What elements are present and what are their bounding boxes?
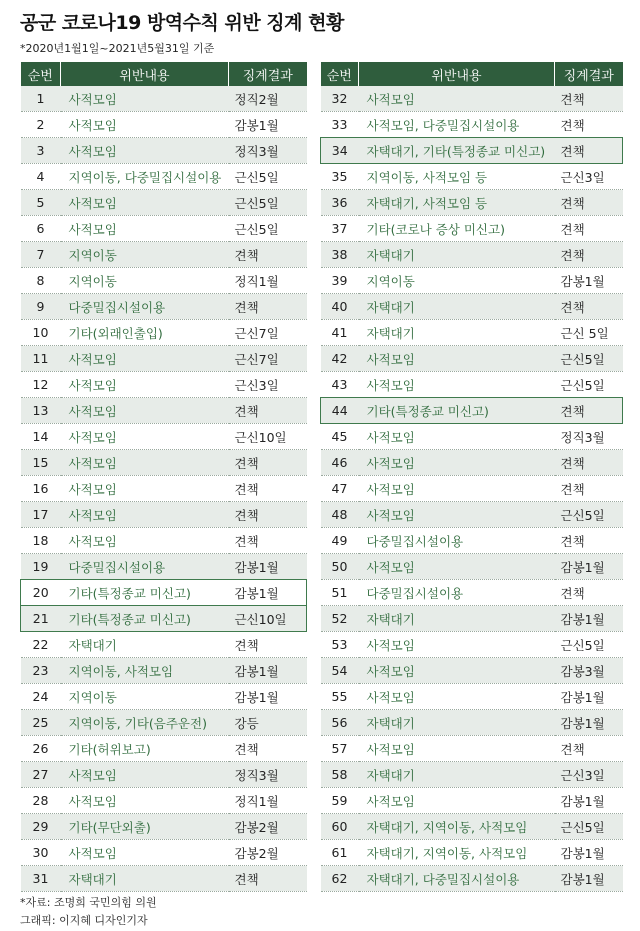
violation-cell: 사적모임 [61,450,229,476]
discipline-table-left [20,62,307,892]
table-row [321,762,623,788]
result-cell: 감봉1월 [555,788,623,814]
violation-cell: 기타(특정종교 미신고) [61,580,229,606]
violation-cell: 지역이동, 사적모임 등 [359,164,555,190]
violation-cell: 다중밀집시설이용 [359,528,555,554]
result-cell: 정직1월 [229,268,307,294]
table-row [21,424,307,450]
violation-cell: 자택대기, 다중밀집시설이용 [359,866,555,892]
result-cell: 근신10일 [229,424,307,450]
rank-cell: 39 [321,268,359,294]
result-cell: 견책 [555,528,623,554]
violation-cell: 다중밀집시설이용 [61,294,229,320]
violation-cell: 사적모임 [61,86,229,112]
table-row [321,554,623,580]
rank-cell: 1 [21,86,61,112]
table-row [21,346,307,372]
table-row [21,190,307,216]
violation-cell: 사적모임 [359,502,555,528]
table-row [21,736,307,762]
table-row [21,710,307,736]
header-result: 징계결과 [555,62,623,86]
table-row [21,606,307,632]
rank-cell: 3 [21,138,61,164]
rank-cell: 31 [21,866,61,892]
table-row [321,580,623,606]
discipline-table-right [320,62,623,892]
table-row [21,554,307,580]
result-cell: 견책 [555,398,623,424]
rank-cell: 22 [21,632,61,658]
rank-cell: 40 [321,294,359,320]
result-cell: 감봉1월 [555,606,623,632]
violation-cell: 사적모임 [61,346,229,372]
table-row [321,320,623,346]
rank-cell: 56 [321,710,359,736]
result-cell: 감봉1월 [555,840,623,866]
rank-cell: 21 [21,606,61,632]
rank-cell: 20 [21,580,61,606]
table-row [21,658,307,684]
rank-cell: 48 [321,502,359,528]
violation-cell: 지역이동 [61,684,229,710]
rank-cell: 4 [21,164,61,190]
result-cell: 정직3월 [555,424,623,450]
result-cell: 감봉1월 [229,112,307,138]
header-rank: 순번 [321,62,359,86]
table-row [21,788,307,814]
rank-cell: 54 [321,658,359,684]
result-cell: 감봉1월 [555,866,623,892]
table-row [21,502,307,528]
result-cell: 견책 [229,398,307,424]
rank-cell: 10 [21,320,61,346]
table-row [21,762,307,788]
table-row [21,294,307,320]
rank-cell: 62 [321,866,359,892]
violation-cell: 사적모임 [61,502,229,528]
rank-cell: 55 [321,684,359,710]
violation-cell: 사적모임 [61,528,229,554]
violation-cell: 지역이동, 다중밀집시설이용 [61,164,229,190]
violation-cell: 사적모임 [61,112,229,138]
result-cell: 견책 [229,866,307,892]
table-row [21,138,307,164]
result-cell: 견책 [229,528,307,554]
result-cell: 견책 [555,112,623,138]
page-title: 공군 코로나19 방역수칙 위반 징계 현황 [20,12,344,34]
rank-cell: 17 [21,502,61,528]
table-row [21,86,307,112]
violation-cell: 사적모임 [61,762,229,788]
violation-cell: 사적모임 [61,190,229,216]
rank-cell: 38 [321,242,359,268]
rank-cell: 6 [21,216,61,242]
result-cell: 근신 5일 [555,320,623,346]
result-cell: 감봉2월 [229,814,307,840]
rank-cell: 33 [321,112,359,138]
result-cell: 감봉1월 [229,554,307,580]
table-row [321,840,623,866]
table-row [321,814,623,840]
violation-cell: 지역이동 [359,268,555,294]
violation-cell: 사적모임 [359,450,555,476]
table-row [21,242,307,268]
rank-cell: 51 [321,580,359,606]
result-cell: 견책 [555,294,623,320]
violation-cell: 자택대기, 지역이동, 사적모임 [359,814,555,840]
table-row [21,450,307,476]
violation-cell: 자택대기 [61,866,229,892]
violation-cell: 다중밀집시설이용 [61,554,229,580]
result-cell: 근신5일 [555,372,623,398]
rank-cell: 35 [321,164,359,190]
result-cell: 견책 [229,502,307,528]
violation-cell: 사적모임 [359,424,555,450]
result-cell: 견책 [229,294,307,320]
result-cell: 근신7일 [229,320,307,346]
table-row [321,710,623,736]
table-row [321,346,623,372]
result-cell: 견책 [555,450,623,476]
violation-cell: 사적모임 [359,736,555,762]
rank-cell: 50 [321,554,359,580]
result-cell: 감봉1월 [555,710,623,736]
table-row [321,788,623,814]
table-row [21,476,307,502]
rank-cell: 47 [321,476,359,502]
rank-cell: 59 [321,788,359,814]
rank-cell: 49 [321,528,359,554]
rank-cell: 60 [321,814,359,840]
rank-cell: 42 [321,346,359,372]
result-cell: 근신10일 [229,606,307,632]
graphic-credit: 그래픽: 이지혜 디자인기자 [20,914,148,927]
table-row [21,684,307,710]
table-row [21,632,307,658]
table-row [321,502,623,528]
table-row [21,814,307,840]
table-row [321,424,623,450]
table-row [21,320,307,346]
violation-cell: 사적모임 [61,476,229,502]
rank-cell: 32 [321,86,359,112]
result-cell: 견책 [555,86,623,112]
table-row [321,190,623,216]
result-cell: 감봉1월 [229,684,307,710]
violation-cell: 사적모임 [359,658,555,684]
rank-cell: 28 [21,788,61,814]
table-row [321,398,623,424]
table-row [21,164,307,190]
header-rank: 순번 [21,62,61,86]
rank-cell: 15 [21,450,61,476]
table-row [321,242,623,268]
table-row [321,294,623,320]
rank-cell: 61 [321,840,359,866]
table-row [321,216,623,242]
result-cell: 견책 [555,190,623,216]
header-content: 위반내용 [61,62,229,86]
result-cell: 감봉1월 [555,684,623,710]
violation-cell: 사적모임 [61,216,229,242]
table-row [321,476,623,502]
violation-cell: 사적모임 [359,86,555,112]
violation-cell: 사적모임, 다중밀집시설이용 [359,112,555,138]
result-cell: 근신3일 [555,164,623,190]
result-cell: 견책 [555,242,623,268]
table-row [21,216,307,242]
table-row [321,268,623,294]
result-cell: 감봉1월 [555,268,623,294]
violation-cell: 사적모임 [61,788,229,814]
rank-cell: 8 [21,268,61,294]
result-cell: 근신5일 [555,346,623,372]
result-cell: 정직3월 [229,138,307,164]
violation-cell: 기타(특정종교 미신고) [61,606,229,632]
rank-cell: 45 [321,424,359,450]
table-row [321,528,623,554]
violation-cell: 자택대기, 기타(특정종교 미신고) [359,138,555,164]
table-row [321,86,623,112]
table-row [321,658,623,684]
result-cell: 정직2월 [229,86,307,112]
result-cell: 감봉1월 [229,658,307,684]
rank-cell: 19 [21,554,61,580]
result-cell: 견책 [555,476,623,502]
result-cell: 근신5일 [555,632,623,658]
rank-cell: 24 [21,684,61,710]
result-cell: 정직1월 [229,788,307,814]
violation-cell: 사적모임 [61,840,229,866]
result-cell: 견책 [229,736,307,762]
rank-cell: 25 [21,710,61,736]
table-row [321,606,623,632]
header-content: 위반내용 [359,62,555,86]
violation-cell: 자택대기 [359,606,555,632]
violation-cell: 자택대기 [359,294,555,320]
violation-cell: 사적모임 [61,372,229,398]
result-cell: 견책 [229,242,307,268]
table-row [321,138,623,164]
rank-cell: 13 [21,398,61,424]
rank-cell: 29 [21,814,61,840]
rank-cell: 41 [321,320,359,346]
result-cell: 근신3일 [229,372,307,398]
table-row [21,268,307,294]
rank-cell: 18 [21,528,61,554]
result-cell: 견책 [555,580,623,606]
rank-cell: 57 [321,736,359,762]
table-header-row [21,62,307,86]
result-cell: 견책 [555,216,623,242]
violation-cell: 지역이동, 사적모임 [61,658,229,684]
violation-cell: 자택대기 [359,762,555,788]
result-cell: 감봉2월 [229,840,307,866]
violation-cell: 자택대기, 사적모임 등 [359,190,555,216]
rank-cell: 53 [321,632,359,658]
rank-cell: 44 [321,398,359,424]
rank-cell: 7 [21,242,61,268]
violation-cell: 기타(코로나 증상 미신고) [359,216,555,242]
violation-cell: 사적모임 [359,476,555,502]
rank-cell: 52 [321,606,359,632]
result-cell: 근신5일 [229,216,307,242]
table-row [321,632,623,658]
result-cell: 감봉1월 [229,580,307,606]
violation-cell: 기타(외래인출입) [61,320,229,346]
table-row [21,112,307,138]
violation-cell: 자택대기 [359,320,555,346]
violation-cell: 기타(허위보고) [61,736,229,762]
table-row [21,528,307,554]
table-row [321,736,623,762]
rank-cell: 11 [21,346,61,372]
table-row [321,684,623,710]
result-cell: 근신5일 [229,190,307,216]
rank-cell: 16 [21,476,61,502]
violation-cell: 자택대기 [61,632,229,658]
result-cell: 근신7일 [229,346,307,372]
result-cell: 근신5일 [555,502,623,528]
rank-cell: 30 [21,840,61,866]
table-row [321,866,623,892]
violation-cell: 지역이동 [61,242,229,268]
violation-cell: 다중밀집시설이용 [359,580,555,606]
table-row [21,866,307,892]
result-cell: 강등 [229,710,307,736]
violation-cell: 사적모임 [359,346,555,372]
rank-cell: 5 [21,190,61,216]
violation-cell: 지역이동 [61,268,229,294]
source-note: *자료: 조명희 국민의힘 의원 [20,896,157,909]
result-cell: 견책 [229,476,307,502]
violation-cell: 사적모임 [359,788,555,814]
violation-cell: 사적모임 [359,372,555,398]
violation-cell: 사적모임 [359,684,555,710]
violation-cell: 지역이동, 기타(음주운전) [61,710,229,736]
table-header-row [321,62,623,86]
violation-cell: 사적모임 [359,632,555,658]
result-cell: 감봉3월 [555,658,623,684]
table-row [321,164,623,190]
violation-cell: 기타(특정종교 미신고) [359,398,555,424]
rank-cell: 34 [321,138,359,164]
violation-cell: 사적모임 [61,138,229,164]
rank-cell: 14 [21,424,61,450]
rank-cell: 23 [21,658,61,684]
table-row [21,398,307,424]
violation-cell: 사적모임 [359,554,555,580]
result-cell: 정직3월 [229,762,307,788]
rank-cell: 36 [321,190,359,216]
table-row [21,580,307,606]
table-row [21,840,307,866]
rank-cell: 26 [21,736,61,762]
result-cell: 근신5일 [229,164,307,190]
rank-cell: 12 [21,372,61,398]
result-cell: 견책 [555,736,623,762]
violation-cell: 사적모임 [61,424,229,450]
result-cell: 견책 [229,632,307,658]
rank-cell: 2 [21,112,61,138]
result-cell: 견책 [555,138,623,164]
result-cell: 감봉1월 [555,554,623,580]
header-result: 징계결과 [229,62,307,86]
rank-cell: 58 [321,762,359,788]
table-row [21,372,307,398]
rank-cell: 46 [321,450,359,476]
rank-cell: 37 [321,216,359,242]
result-cell: 견책 [229,450,307,476]
violation-cell: 자택대기 [359,710,555,736]
violation-cell: 기타(무단외출) [61,814,229,840]
rank-cell: 27 [21,762,61,788]
date-range-note: *2020년1월1일~2021년5월31일 기준 [20,42,215,55]
result-cell: 근신5일 [555,814,623,840]
table-row [321,450,623,476]
rank-cell: 43 [321,372,359,398]
violation-cell: 자택대기, 지역이동, 사적모임 [359,840,555,866]
violation-cell: 사적모임 [61,398,229,424]
table-row [321,372,623,398]
result-cell: 근신3일 [555,762,623,788]
violation-cell: 자택대기 [359,242,555,268]
rank-cell: 9 [21,294,61,320]
table-row [321,112,623,138]
